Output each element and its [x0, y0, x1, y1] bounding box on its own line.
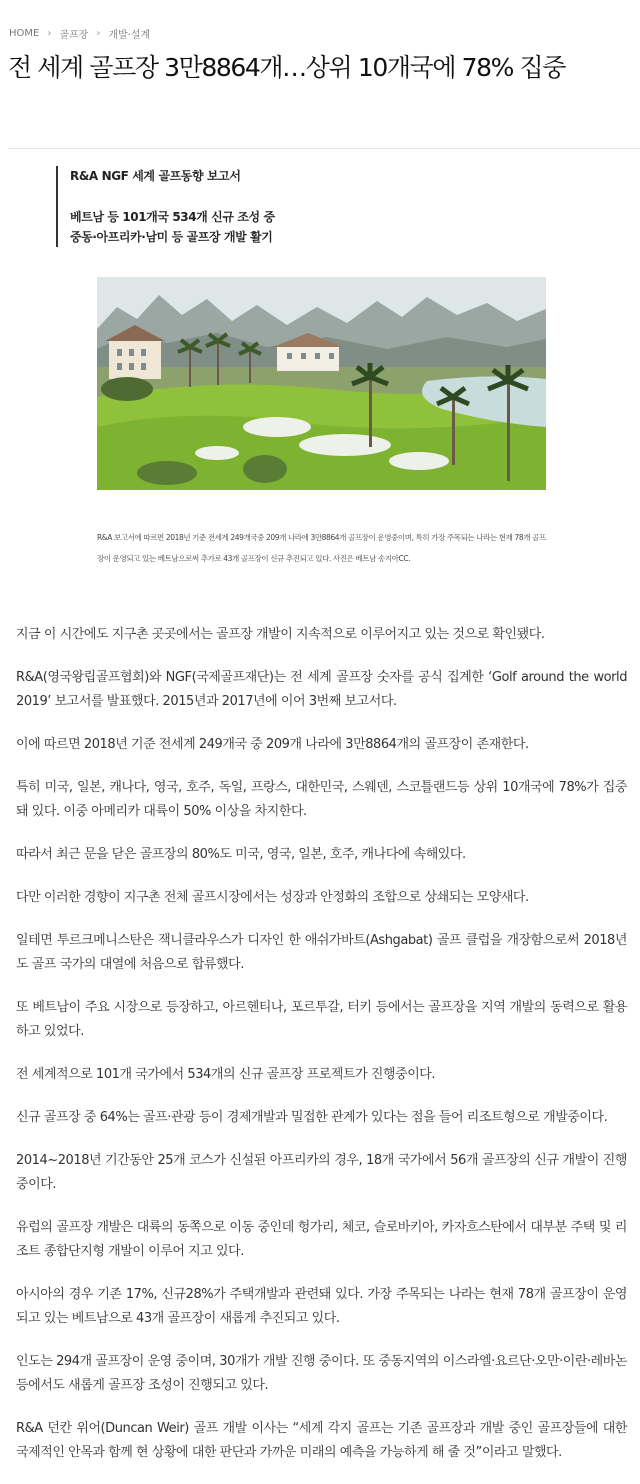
- paragraph: 지금 이 시간에도 지구촌 곳곳에서는 골프장 개발이 지속적으로 이루어지고 있는 것으로 확인됐다.: [16, 627, 545, 642]
- paragraph: 2014~2018년 기간동안 25개 코스가 신설된 아프리카의 경우, 18개 국가에서 56개 골프장의 신규 개발이 진행중이다.: [16, 1153, 627, 1192]
- photo-caption: R&A 보고서에 따르면 2018년 기준 전세계 249개국중 209개 나라에 3만8864개 골프장이 운영중이며, 특히 가장 주목되는 나라는 현재 78개 골프장이 운영되고 있는 베트남으로써 추가로 43개 골프장이 신규 추진되고 있다. 사진은 베트남 송지아CC.: [97, 533, 546, 563]
- paragraph: R&A 던칸 위어(Duncan Weir) 골프 개발 이사는 “세계 각지 골프는 기존 골프장과 개발 중인 골프장들에 대한 국제적인 안목과 함께 현 상황에 대한 판단과 가까운 미래의 예측을 가능하게 해 줄 것”이라고 말했다.: [16, 1421, 627, 1460]
- breadcrumb-home[interactable]: HOME: [9, 27, 40, 39]
- paragraph: 인도는 294개 골프장이 운영 중이며, 30개가 개발 진행 중이다. 또 중동지역의 이스라엘·요르단·오만·이란·레바논 등에서도 새롭게 골프장 조성이 진행되고 있다.: [16, 1354, 627, 1393]
- paragraph: 아시아의 경우 기존 17%, 신규28%가 주택개발과 관련돼 있다. 가장 주목되는 나라는 현재 78개 골프장이 운영되고 있는 베트남으로 43개 골프장이 새롭게 추진되고 있다.: [16, 1287, 627, 1326]
- paragraph: 일테면 투르크메니스탄은 잭니클라우스가 디자인 한 애쉬가바트(Ashgabat) 골프 클럽을 개장함으로써 2018년도 골프 국가의 대열에 처음으로 합류했다.: [16, 933, 627, 972]
- paragraph: 전 세계적으로 101개 국가에서 534개의 신규 골프장 프로젝트가 진행중이다.: [16, 1067, 436, 1082]
- paragraph: 다만 이러한 경향이 지구촌 전체 골프시장에서는 성장과 안정화의 조합으로 상쇄되는 모양새다.: [16, 890, 529, 905]
- golf-course-photo: [97, 277, 546, 490]
- paragraph: R&A(영국왕립골프협회)와 NGF(국제골프재단)는 전 세계 골프장 숫자를 공식 집계한 ‘Golf around the world 2019’ 보고서를 발표했다. 2015년과 2017년에 이어 3번째 보고서다.: [16, 670, 627, 709]
- lead-line: 베트남 등 101개국 534개 신규 조성 중: [70, 210, 275, 224]
- breadcrumb-golf-course[interactable]: 골프장: [59, 29, 89, 41]
- article-lead: [56, 166, 590, 247]
- paragraph: 이에 따르면 2018년 기준 전세계 249개국 중 209개 나라에 3만8864개의 골프장이 존재한다.: [16, 737, 529, 752]
- breadcrumb: [9, 26, 150, 40]
- divider: [8, 148, 640, 149]
- paragraph: 유럽의 골프장 개발은 대륙의 동쪽으로 이동 중인데 헝가리, 체코, 슬로바키아, 카자흐스탄에서 대부분 주택 및 리조트 종합단지형 개발이 이루어 지고 있다.: [16, 1220, 627, 1259]
- chevron-right-icon: ›: [96, 27, 101, 39]
- page-title: 전 세계 골프장 3만8864개…상위 10개국에 78% 집중: [8, 53, 566, 82]
- paragraph: 특히 미국, 일본, 캐나다, 영국, 호주, 독일, 프랑스, 대한민국, 스웨덴, 스코틀랜드등 상위 10개국에 78%가 집중돼 있다. 이중 아메리카 대륙이 50% 이상을 차지한다.: [16, 780, 627, 819]
- lead-line: 중동·아프리카·남미 등 골프장 개발 활기: [70, 230, 273, 244]
- article-body: [16, 623, 627, 1484]
- breadcrumb-development[interactable]: 개발·설계: [108, 29, 151, 41]
- lead-line: R&A NGF 세계 골프동향 보고서: [70, 169, 241, 183]
- paragraph: 또 베트남이 주요 시장으로 등장하고, 아르헨티나, 포르투갈, 터키 등에서는 골프장을 지역 개발의 동력으로 활용하고 있었다.: [16, 1000, 627, 1039]
- golf-course-illustration: [97, 277, 546, 490]
- paragraph: 따라서 최근 문을 닫은 골프장의 80%도 미국, 영국, 일본, 호주, 캐나다에 속해있다.: [16, 847, 466, 862]
- paragraph: 신규 골프장 중 64%는 골프·관광 등이 경제개발과 밀접한 관계가 있다는 점을 들어 리조트형으로 개발중이다.: [16, 1110, 608, 1125]
- chevron-right-icon: ›: [47, 27, 52, 39]
